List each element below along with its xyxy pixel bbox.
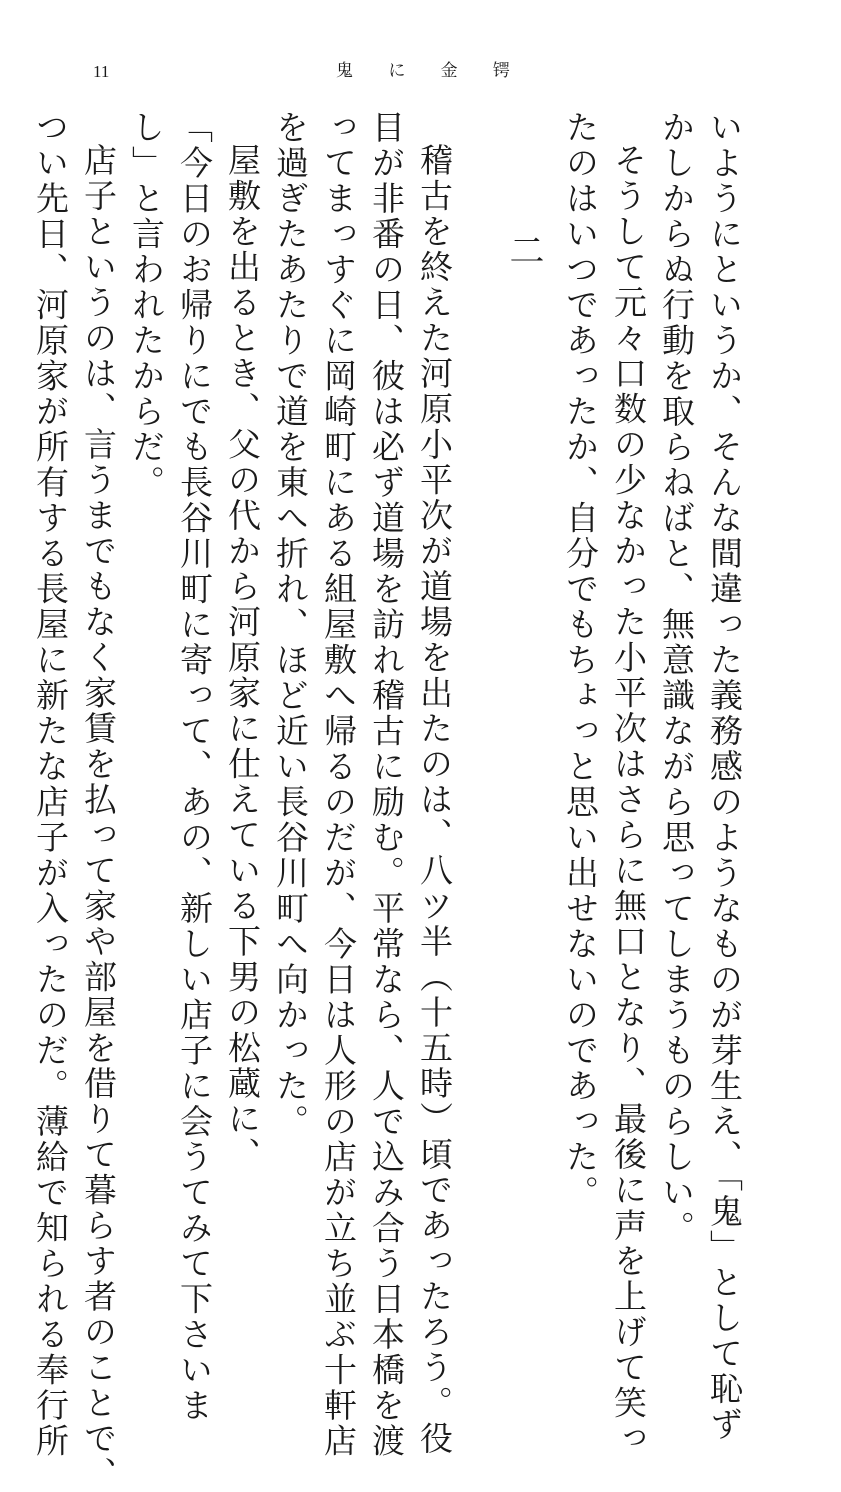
text-line: 店子というのは、言うまでもなく家賃を払って家や部屋を借りて暮らす者のことで、 [79, 143, 118, 1492]
text-column [606, 110, 650, 1457]
text-column [172, 110, 216, 1424]
text-column [124, 110, 168, 1120]
text-column [364, 110, 408, 1459]
text-column [702, 110, 746, 1443]
text-line: を過ぎたあたりで道を東へ折れ、ほど近い長谷川町へ向かった。 [271, 110, 310, 1140]
running-head-char: 鬼 [336, 61, 353, 81]
section-heading: 二 [504, 232, 544, 267]
text-line: つい先日、河原家が所有する長屋に新たな店子が入ったのだ。薄給で知られる奉行所 [31, 110, 70, 1459]
text-line: たのはいつであったか、自分でもちょっと思い出せないのであった。 [561, 110, 600, 1211]
running-head-char: に [388, 61, 406, 81]
text-line: そうして元々口数の少なかった小平次はさらに無口となり、最後に声を上げて笑っ [609, 143, 648, 1457]
text-line: し」と言われたからだ。 [127, 110, 166, 501]
page-number: 11 [93, 62, 110, 81]
running-head-char: 锷 [492, 61, 510, 81]
text-line: 目が非番の日、彼は必ず道場を訪れ稽古に励む。平常なら、人で込み合う日本橋を渡 [367, 110, 406, 1459]
running-head-title [336, 60, 510, 82]
text-line: かしからぬ行動を取らねばと、無意識ながら思ってしまうものらしい。 [657, 110, 696, 1246]
text-column [654, 110, 698, 1246]
running-head-char: 金 [440, 61, 458, 81]
text-line: 稽古を終えた河原小平次が道場を出たのは、八ツ半（十五時）頃であったろう。役 [415, 143, 454, 1457]
text-column [28, 110, 72, 1459]
text-column [268, 110, 312, 1140]
text-line: 屋敷を出るとき、父の代から河原家に仕えている下男の松蔵に、 [223, 143, 262, 1173]
text-column [76, 110, 120, 1492]
text-column [558, 110, 602, 1211]
text-line: いようにというか、そんな間違った義務感のようなものが芽生え、「鬼」として恥ず [705, 110, 744, 1443]
text-column [220, 110, 264, 1173]
text-column [412, 110, 456, 1457]
text-column [316, 110, 360, 1459]
text-line: ってまっすぐに岡崎町にある組屋敷へ帰るのだが、今日は人形の店が立ち並ぶ十軒店 [319, 110, 358, 1459]
text-line: 「今日のお帰りにでも長谷川町に寄って、あの、新しい店子に会うてみて下さいま [175, 110, 214, 1424]
